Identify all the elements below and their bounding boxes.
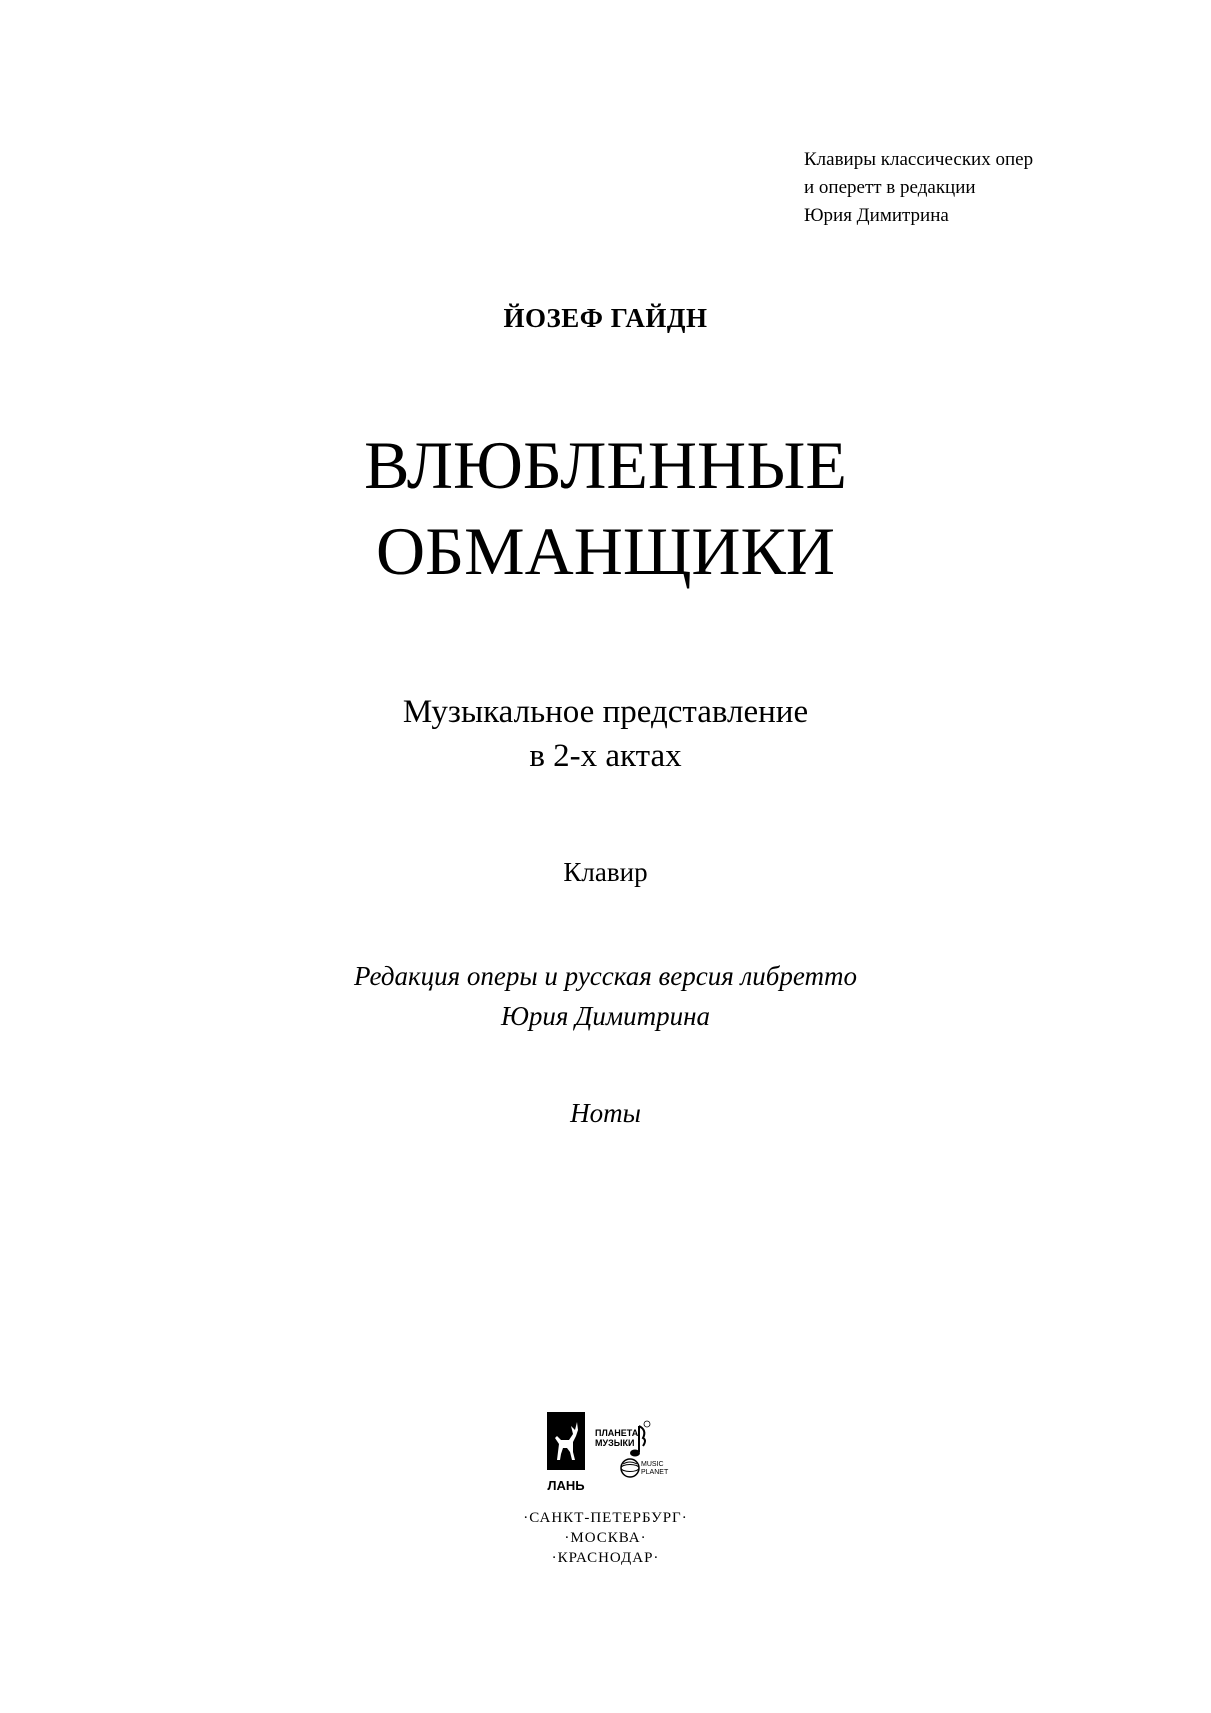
editor-line: Редакция оперы и русская версия либретто	[353, 961, 857, 991]
planeta-logo-line: МУЗЫКИ	[595, 1438, 635, 1448]
author-name: ЙОЗЕФ ГАЙДН	[503, 303, 708, 333]
publisher-cities	[0, 1508, 1211, 1568]
publisher-logos	[543, 1408, 683, 1500]
city-line: ·КРАСНОДАР·	[551, 1550, 660, 1566]
music-planet-line: MUSIC	[641, 1461, 664, 1468]
lan-logo-text: ЛАНЬ	[547, 1478, 585, 1493]
registered-mark-icon	[644, 1421, 650, 1427]
editor-credit	[0, 956, 1211, 1036]
city-line: ·МОСКВА·	[564, 1530, 647, 1546]
title-line: ОБМАНЩИКИ	[376, 513, 835, 589]
planeta-logo-line: ПЛАНЕТА	[595, 1428, 639, 1438]
genre-label: Клавир	[563, 857, 648, 887]
notes-label: Ноты	[570, 1098, 641, 1128]
lan-logo	[547, 1412, 585, 1493]
city-line: ·САНКТ-ПЕТЕРБУРГ·	[523, 1510, 688, 1526]
planeta-muzyki-logo	[595, 1421, 669, 1477]
book-title	[0, 422, 1211, 594]
series-line: Клавиры классических опер	[804, 149, 1034, 170]
series-note	[804, 146, 1033, 230]
title-line: ВЛЮБЛЕННЫЕ	[364, 427, 847, 503]
subtitle-line: Музыкальное представление	[402, 694, 809, 730]
editor-line: Юрия Димитрина	[501, 1001, 710, 1031]
subtitle-line: в 2-х актах	[529, 738, 682, 774]
series-line: и оперетт в редакции	[804, 177, 976, 198]
music-planet-line: PLANET	[641, 1469, 669, 1476]
book-subtitle	[0, 690, 1211, 778]
series-line: Юрия Димитрина	[804, 205, 949, 226]
